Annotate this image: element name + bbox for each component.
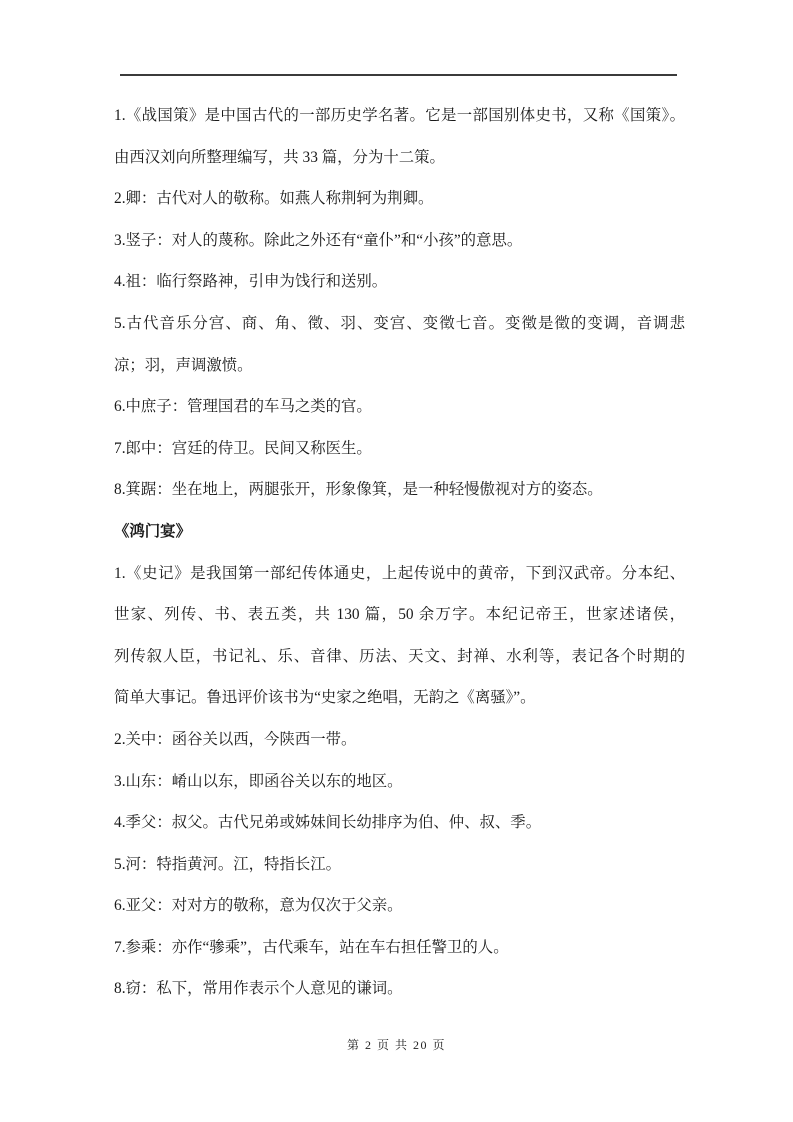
text-line: 1.《战国策》是中国古代的一部历史学名著。它是一部国别体史书，又称《国策》。 — [114, 107, 685, 124]
text-line: 4.祖：临行祭路神，引申为饯行和送别。 — [114, 273, 388, 291]
text-line: 由西汉刘向所整理编写，共 33 篇，分为十二策。 — [114, 148, 445, 166]
text-line: 3.竖子：对人的蔑称。除此之外还有“童仆”和“小孩”的意思。 — [114, 231, 523, 249]
text-line: 5.河：特指黄河。江，特指长江。 — [114, 855, 342, 873]
page-footer: 第 2 页 共 20 页 — [346, 1038, 446, 1052]
text-line: 2.关中：函谷关以西，今陕西一带。 — [114, 730, 357, 748]
text-line: 8.箕踞：坐在地上，两腿张开，形象像箕，是一种轻慢傲视对方的姿态。 — [114, 481, 603, 499]
text-line: 5.古代音乐分宫、商、角、徵、羽、变宫、变徵七音。变徵是徵的变调，音调悲 — [114, 314, 685, 332]
text-line: 7.参乘：亦作“骖乘”，古代乘车，站在车右担任警卫的人。 — [114, 938, 509, 956]
text-line: 2.卿：古代对人的敬称。如燕人称荆轲为荆卿。 — [114, 190, 434, 208]
text-line: 1.《史记》是我国第一部纪传体通史，上起传说中的黄帝，下到汉武帝。分本纪、 — [114, 564, 685, 582]
text-line: 7.郎中：宫廷的侍卫。民间又称医生。 — [114, 439, 372, 457]
text-line: 8.窃：私下，常用作表示个人意见的谦词。 — [114, 980, 403, 998]
text-line: 6.亚父：对对方的敬称，意为仅次于父亲。 — [114, 897, 403, 915]
section-heading: 《鸿门宴》 — [114, 522, 191, 540]
text-line: 列传叙人臣，书记礼、乐、音律、历法、天文、封禅、水利等，表记各个时期的 — [114, 647, 685, 665]
text-line: 6.中庶子：管理国君的车马之类的官。 — [114, 398, 372, 416]
document-body — [114, 95, 685, 1010]
text-line: 4.季父：叔父。古代兄弟或姊妹间长幼排序为伯、仲、叔、季。 — [114, 814, 542, 832]
text-line: 凉；羽，声调激愤。 — [114, 356, 253, 374]
header-rule — [120, 74, 677, 76]
text-line: 3.山东：崤山以东，即函谷关以东的地区。 — [114, 772, 403, 790]
text-line: 简单大事记。鲁迅评价该书为“史家之绝唱，无韵之《离骚》”。 — [114, 689, 536, 707]
text-line: 世家、列传、书、表五类，共 130 篇，50 余万字。本纪记帝王，世家述诸侯， — [114, 606, 685, 624]
